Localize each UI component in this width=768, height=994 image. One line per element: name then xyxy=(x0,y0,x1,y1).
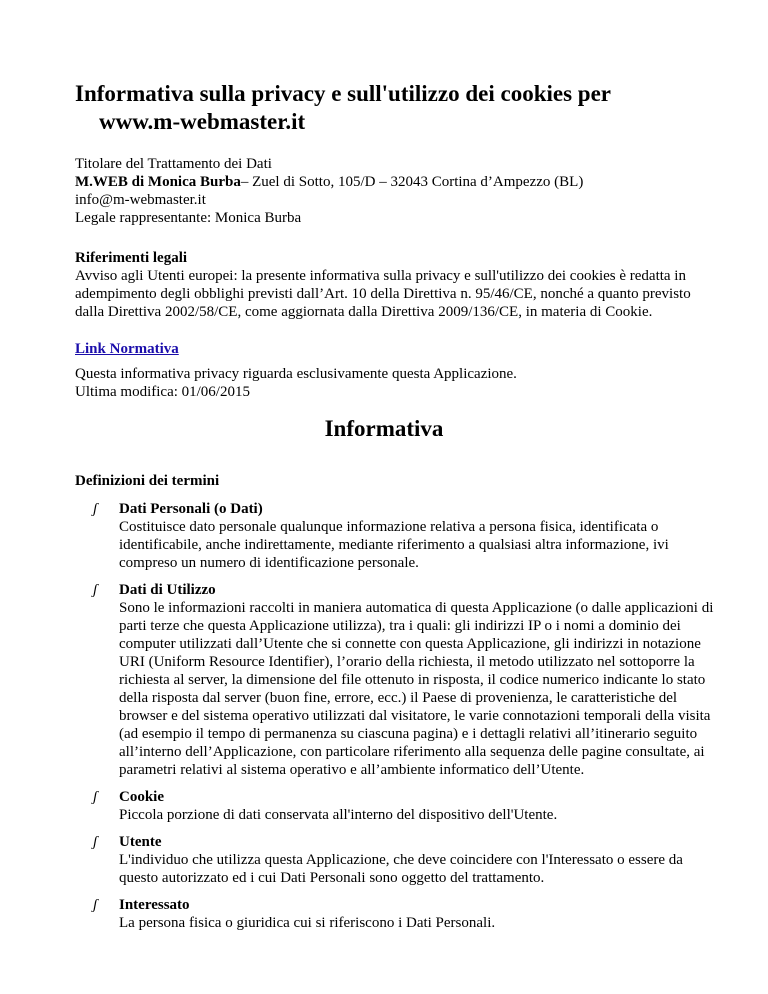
controller-label: Titolare del Trattamento dei Dati xyxy=(75,156,272,172)
bullet-icon: ʃ xyxy=(93,501,98,517)
definition-item xyxy=(75,500,715,572)
bullet-icon: ʃ xyxy=(93,897,98,913)
legal-heading: Riferimenti legali xyxy=(75,250,188,266)
definition-term: Cookie xyxy=(119,789,164,805)
definition-text: Piccola porzione di dati conservata all'interno del dispositivo dell'Utente. xyxy=(119,807,558,823)
legal-block xyxy=(75,249,705,321)
controller-rep: Legale rappresentante: Monica Burba xyxy=(75,210,302,226)
scope-text: Questa informativa privacy riguarda esclusivamente questa Applicazione. xyxy=(75,366,517,382)
bullet-icon: ʃ xyxy=(93,789,98,805)
legal-text: Avviso agli Utenti europei: la presente informativa sulla privacy e sull'utilizzo dei cookies è redatta in adempimento degli obblighi previsti dall’Art. 10 della Direttiva n. 95/46/CE, nonché a quanto previsto dalla Direttiva 2002/58/CE, come aggiornata dalla Direttiva 2009/136/CE, in materia di Cookie. xyxy=(75,268,691,320)
controller-block xyxy=(75,155,705,227)
controller-name: M.WEB di Monica Burba xyxy=(75,174,241,190)
page-title xyxy=(75,80,695,136)
definition-term: Interessato xyxy=(119,897,190,913)
definition-item xyxy=(75,788,715,824)
section-title: Informativa xyxy=(324,416,444,441)
bullet-icon: ʃ xyxy=(93,582,98,598)
controller-email: info@m-webmaster.it xyxy=(75,192,206,208)
bullet-icon: ʃ xyxy=(93,834,98,850)
last-modified: Ultima modifica: 01/06/2015 xyxy=(75,384,250,400)
controller-address: – Zuel di Sotto, 105/D – 32043 Cortina d’Ampezzo (BL) xyxy=(240,174,584,190)
title-line-2: www.m-webmaster.it xyxy=(99,109,306,134)
title-line-1: Informativa sulla privacy e sull'utilizzo dei cookies per xyxy=(75,81,611,106)
definition-item xyxy=(75,896,715,932)
definition-item xyxy=(75,833,715,887)
definition-text: La persona fisica o giuridica cui si riferiscono i Dati Personali. xyxy=(119,915,496,931)
controller-line xyxy=(75,173,705,191)
definition-item xyxy=(75,581,715,779)
definitions-list xyxy=(75,500,715,941)
definition-term: Dati Personali (o Dati) xyxy=(119,501,263,517)
link-block xyxy=(75,340,705,358)
definition-text: L'individuo che utilizza questa Applicazione, che deve coincidere con l'Interessato o essere da questo autorizzato ed i cui Dati Personali sono oggetto del trattamento. xyxy=(119,852,683,886)
scope-block xyxy=(75,365,705,401)
link-normativa[interactable]: Link Normativa xyxy=(75,341,179,357)
definitions-heading: Definizioni dei termini xyxy=(75,473,220,489)
definition-term: Utente xyxy=(119,834,162,850)
definition-text: Sono le informazioni raccolti in maniera automatica di questa Applicazione (o dalle applicazioni di parti terze che questa Applicazione utilizza), tra i quali: gli indirizzi IP o i nomi a dominio dei computer utilizzati dall’Utente che si connette con questa Applicazione, gli indirizzi in notazione URI (Uniform Resource Identifier), l’orario della richiesta, il metodo utilizzato nel sottoporre la richiesta al server, la dimensione del file ottenuto in risposta, il codice numerico indicante lo stato della risposta dal server (buon fine, errore, ecc.) il Paese di provenienza, le caratteristiche del browser e del sistema operativo utilizzati dal visitatore, le varie connotazioni temporali della visita (ad esempio il tempo di permanenza su ciascuna pagina) e i dettagli relativi all’itinerario seguito all’interno dell’Applicazione, con particolare riferimento alla sequenza delle pagine consultate, ai parametri relativi al sistema operativo e all’ambiente informatico dell’Utente. xyxy=(119,600,714,778)
definition-term: Dati di Utilizzo xyxy=(119,582,216,598)
definition-text: Costituisce dato personale qualunque informazione relativa a persona fisica, identificata o identificabile, anche indirettamente, mediante riferimento a qualsiasi altra informazione, ivi compreso un numero di identificazione personale. xyxy=(119,519,669,571)
